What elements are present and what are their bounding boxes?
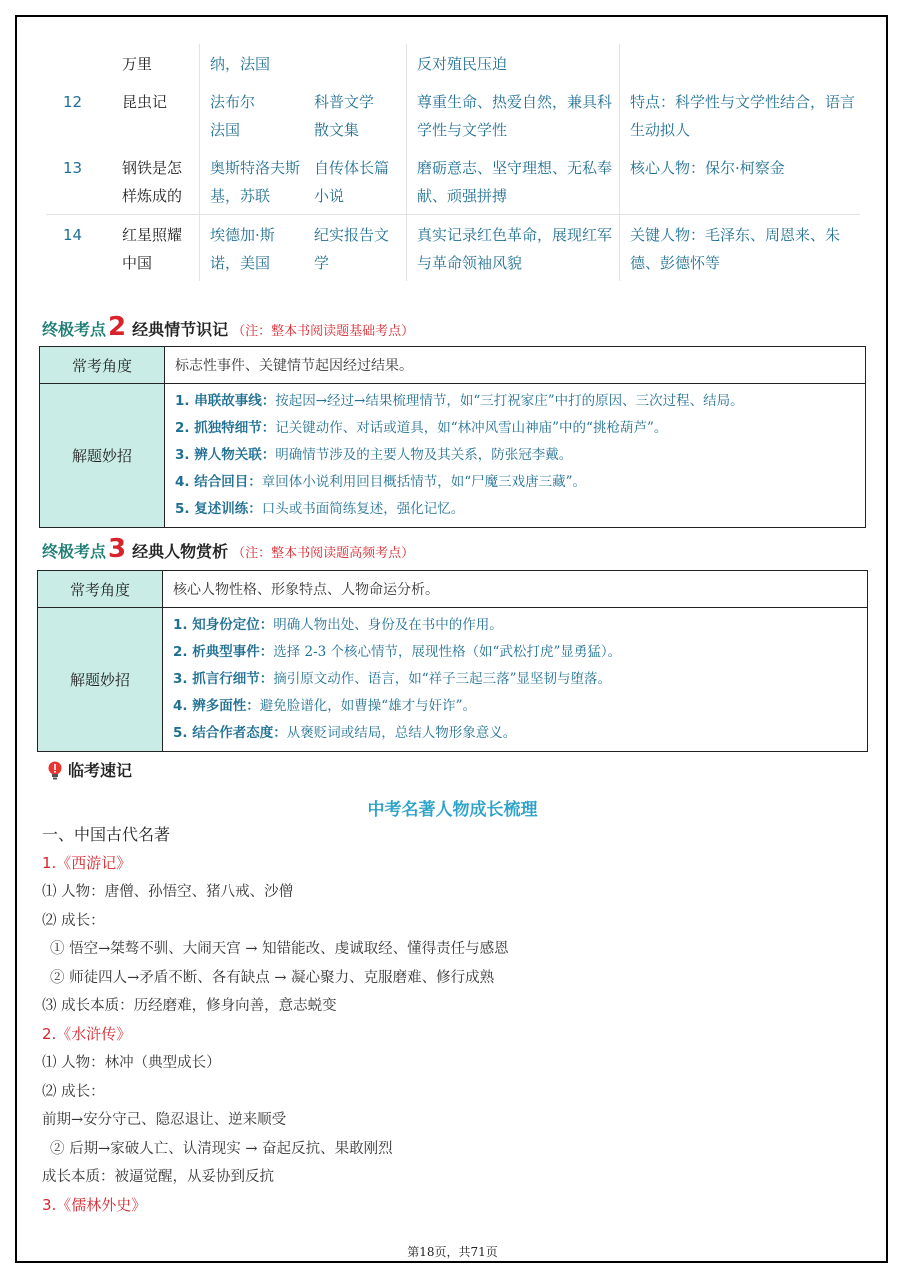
tip-body: 从褒贬词或结局，总结人物形象意义。	[286, 725, 517, 741]
tip-head: 4. 辨多面性：	[173, 698, 260, 714]
works-cell-title: 万里	[112, 44, 200, 82]
section2-number: 2	[108, 312, 127, 342]
works-cell-note: 特点：科学性与文学性结合，语言生动拟人	[630, 93, 856, 139]
book2-line5: 成长本质：被逼觉醒，从妥协到反抗	[42, 1169, 274, 1185]
part1-heading: 一、中国古代名著	[42, 825, 171, 844]
works-cell-num: 14	[46, 215, 112, 282]
tip-body: 摘引原文动作、语言，如“祥子三起三落”显坚韧与堕落。	[273, 671, 612, 687]
tip-body: 明确人物出处、身份及在书中的作用。	[273, 617, 503, 633]
lightbulb-icon	[44, 759, 66, 781]
book2-line3: 前期→安分守己、隐忍退让、逆来顺受	[42, 1112, 287, 1128]
works-cell-author: 奥斯特洛夫斯基，苏联	[210, 159, 301, 205]
section3-angle-text: 核心人物性格、形象特点、人物命运分析。	[163, 571, 868, 608]
tip-item	[175, 496, 855, 523]
works-cell-note: 关键人物：毛泽东、周恩来、朱德、彭德怀等	[620, 215, 861, 282]
section2-tips-list	[175, 384, 855, 527]
works-row	[46, 148, 860, 215]
section2-kicker: 终极考点	[42, 320, 107, 339]
section3-note: （注：整本书阅读题高频考点）	[232, 546, 415, 561]
book2-line2: ⑵ 成长：	[42, 1084, 105, 1100]
works-cell-num: 13	[63, 159, 83, 177]
section2-tips-label: 解题妙招	[40, 384, 165, 528]
tip-body: 明确情节涉及的主要人物及其关系，防张冠李戴。	[275, 447, 573, 463]
section2-note: （注：整本书阅读题基础考点）	[232, 324, 415, 339]
works-cell-num: 12	[63, 93, 83, 111]
book1-line5: ⑶ 成长本质：历经磨难，修身向善，意志蜕变	[42, 998, 337, 1014]
works-cell-theme: 反对殖民压迫	[407, 44, 620, 82]
works-cell-theme: 尊重生命、热爱自然，兼具科学性与文学性	[407, 82, 620, 148]
works-cell-theme: 磨砺意志、坚守理想、无私奉献、顽强拼搏	[407, 148, 620, 215]
center-title: 中考名著人物成长梳理	[367, 800, 538, 820]
page-footer: 第18页，共71页	[407, 1245, 498, 1259]
tip-head: 5. 复述训练：	[175, 501, 262, 517]
works-cell-author: 纳，法国	[210, 55, 271, 73]
tip-head: 3. 辨人物关联：	[175, 447, 276, 463]
section3-angle-label: 常考角度	[38, 571, 163, 608]
works-cell-theme: 真实记录红色革命，展现红军与革命领袖风貌	[407, 215, 620, 282]
works-row	[46, 82, 860, 148]
section3-number: 3	[108, 534, 127, 564]
section2-title: 经典情节识记	[132, 320, 229, 339]
works-table	[46, 44, 860, 281]
tip-head: 3. 抓言行细节：	[173, 671, 274, 687]
book2-line4: ② 后期→家破人亡、认清现实 → 奋起反抗、果敢刚烈	[50, 1141, 393, 1157]
book3-title: 3.《儒林外史》	[42, 1196, 147, 1214]
tip-head: 2. 抓独特细节：	[175, 420, 276, 436]
section2-table	[39, 346, 866, 528]
book1-line4: ② 师徒四人→矛盾不断、各有缺点 → 凝心聚力、克服磨难、修行成熟	[50, 970, 495, 986]
tip-item	[175, 415, 855, 442]
works-row	[46, 44, 860, 82]
tip-head: 1. 知身份定位：	[173, 617, 274, 633]
tip-body: 避免脸谱化，如曹操“雄才与奸诈”。	[259, 698, 477, 714]
tip-head: 1. 串联故事线：	[175, 393, 276, 409]
works-cell-genre	[304, 44, 407, 82]
book2-line1: ⑴ 人物：林冲（典型成长）	[42, 1055, 221, 1071]
tip-item	[175, 469, 855, 496]
tip-item	[175, 442, 855, 469]
tip-head: 2. 析典型事件：	[173, 644, 274, 660]
quick-notes-label: 临考速记	[68, 761, 133, 780]
section3-tips-list	[173, 608, 857, 751]
works-row	[46, 215, 860, 282]
tip-item	[175, 388, 855, 415]
book1-line1: ⑴ 人物：唐僧、孙悟空、猪八戒、沙僧	[42, 884, 294, 900]
book2-title: 2.《水浒传》	[42, 1025, 132, 1043]
tip-head: 4. 结合回目：	[175, 474, 262, 490]
tip-item	[173, 612, 857, 639]
section2-heading	[42, 312, 414, 342]
tip-item	[173, 720, 857, 747]
section2-angle-label: 常考角度	[40, 347, 165, 384]
tip-body: 选择 2-3 个核心情节，展现性格（如“武松打虎”显勇猛）。	[273, 644, 622, 660]
tip-head: 5. 结合作者态度：	[173, 725, 287, 741]
tip-item	[173, 666, 857, 693]
book1-line2: ⑵ 成长：	[42, 913, 105, 929]
works-cell-note	[620, 44, 861, 82]
tip-body: 口头或书面简练复述，强化记忆。	[261, 501, 465, 517]
tip-item	[173, 693, 857, 720]
book1-title: 1.《西游记》	[42, 854, 132, 872]
works-cell-title: 昆虫记	[112, 82, 200, 148]
section3-tips-label: 解题妙招	[38, 608, 163, 752]
tip-body: 按起因→经过→结果梳理情节，如“三打祝家庄”中打的原因、三次过程、结局。	[275, 393, 744, 409]
works-cell-genre: 纪实报告文学	[304, 215, 407, 282]
works-cell-num	[46, 44, 112, 82]
section2-angle-text: 标志性事件、关键情节起因经过结果。	[165, 347, 866, 384]
works-cell-note: 核心人物：保尔·柯察金	[630, 159, 785, 177]
works-cell-author: 埃德加·斯诺，美国	[200, 215, 305, 282]
works-cell-title: 钢铁是怎样炼成的	[112, 148, 200, 215]
works-cell-genre: 自传体长篇小说	[304, 148, 407, 215]
section3-title: 经典人物赏析	[132, 542, 229, 561]
tip-body: 记关键动作、对话或道具，如“林冲风雪山神庙”中的“挑枪葫芦”。	[275, 420, 668, 436]
section3-heading	[42, 534, 414, 564]
tip-item	[173, 639, 857, 666]
works-cell-author: 法布尔 法国	[210, 93, 256, 139]
works-cell-title: 红星照耀中国	[112, 215, 200, 282]
works-cell-genre: 科普文学 散文集	[304, 82, 407, 148]
book1-line3: ① 悟空→桀骜不驯、大闹天宫 → 知错能改、虔诚取经、懂得责任与感恩	[50, 941, 509, 957]
section3-table	[37, 570, 868, 752]
quick-notes-heading	[44, 758, 132, 781]
tip-body: 章回体小说利用回目概括情节，如“尸魔三戏唐三藏”。	[261, 474, 587, 490]
section3-kicker: 终极考点	[42, 542, 107, 561]
